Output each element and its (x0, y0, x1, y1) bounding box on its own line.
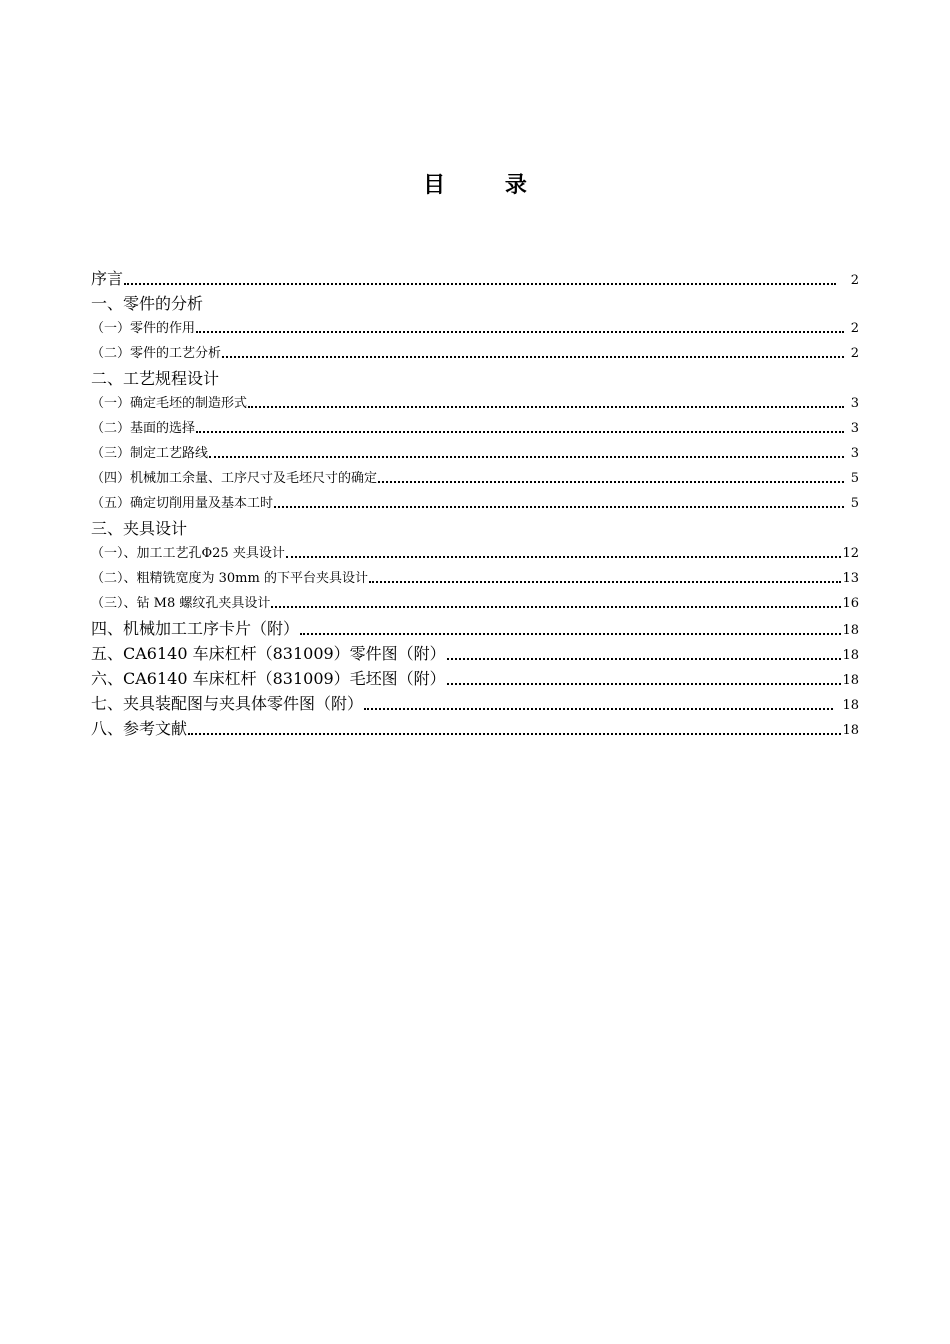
toc-entry-label: 二、工艺规程设计 (91, 369, 220, 388)
toc-dot-leader (196, 422, 844, 435)
toc-page-number: 13 (842, 571, 859, 586)
toc-entry-label: （一）零件的作用 (91, 321, 196, 336)
toc-page-number: 3 (850, 396, 859, 411)
toc-page-number: 18 (842, 673, 859, 688)
toc-page-number: 5 (850, 496, 859, 511)
toc-page-number: 3 (850, 421, 859, 436)
toc-entry-label: （二）基面的选择 (91, 421, 196, 436)
toc-entry[interactable] (91, 641, 859, 666)
toc-entry[interactable] (91, 541, 859, 566)
toc-dot-leader (196, 322, 844, 335)
toc-entry-label: （一）、加工工艺孔Φ25 夹具设计 (91, 546, 285, 561)
toc-entry-label: 四、机械加工工序卡片（附） (91, 619, 300, 638)
toc-page-number: 2 (850, 321, 859, 336)
toc-page-number: 2 (850, 273, 859, 288)
toc-title: 目 录 (423, 173, 553, 198)
toc-entry-label: （二）、粗精铣宽度为 30mm 的下平台夹具设计 (91, 571, 368, 586)
toc-entry[interactable] (91, 616, 859, 641)
table-of-contents (91, 266, 859, 741)
toc-entry[interactable] (91, 341, 859, 366)
toc-entry[interactable] (91, 366, 859, 391)
toc-entry-label: 序言 (91, 269, 124, 288)
toc-entry[interactable] (91, 441, 859, 466)
toc-entry[interactable] (91, 591, 859, 616)
toc-page-number: 2 (850, 346, 859, 361)
toc-dot-leader (124, 271, 836, 287)
toc-page-number: 16 (842, 596, 859, 611)
toc-dot-leader (364, 696, 833, 712)
toc-entry-label: 三、夹具设计 (91, 519, 188, 538)
toc-page-number: 18 (842, 698, 859, 713)
toc-entry[interactable] (91, 291, 859, 316)
toc-dot-leader (271, 597, 841, 610)
toc-entry-label: （五）确定切削用量及基本工时 (91, 496, 274, 511)
toc-dot-leader (222, 347, 844, 360)
toc-entry-label: （三）、钻 M8 螺纹孔夹具设计 (91, 596, 271, 611)
toc-dot-leader (447, 646, 842, 662)
toc-entry[interactable] (91, 516, 859, 541)
toc-page-number: 18 (842, 723, 859, 738)
toc-entry-label: 七、夹具装配图与夹具体零件图（附） (91, 694, 364, 713)
toc-entry-label: 八、参考文献 (91, 719, 188, 738)
toc-entry-label: 六、CA6140 车床杠杆（831009）毛坯图（附） (91, 669, 446, 688)
toc-entry[interactable] (91, 666, 859, 691)
toc-dot-leader (248, 397, 844, 410)
toc-dot-leader (369, 572, 841, 585)
toc-page-number: 3 (850, 446, 859, 461)
toc-entry[interactable] (91, 491, 859, 516)
toc-page-number: 5 (850, 471, 859, 486)
toc-entry-label: 一、零件的分析 (91, 294, 204, 313)
toc-entry-label: （四）机械加工余量、工序尺寸及毛坯尺寸的确定 (91, 471, 378, 486)
toc-page-number: 12 (842, 546, 859, 561)
toc-entry-label: （二）零件的工艺分析 (91, 346, 222, 361)
toc-entry[interactable] (91, 316, 859, 341)
toc-dot-leader (274, 497, 844, 510)
toc-dot-leader (209, 447, 844, 460)
toc-dot-leader (188, 721, 841, 737)
toc-dot-leader (378, 472, 844, 485)
toc-entry[interactable] (91, 416, 859, 441)
toc-dot-leader (300, 621, 841, 637)
toc-entry[interactable] (91, 466, 859, 491)
toc-entry-label: （一）确定毛坯的制造形式 (91, 396, 248, 411)
toc-dot-leader (447, 671, 842, 687)
toc-dot-leader (286, 547, 842, 560)
toc-entry[interactable] (91, 391, 859, 416)
toc-entry[interactable] (91, 716, 859, 741)
toc-entry-label: （三）制定工艺路线 (91, 446, 209, 461)
toc-entry[interactable] (91, 691, 859, 716)
toc-page-number: 18 (842, 623, 859, 638)
toc-entry-label: 五、CA6140 车床杠杆（831009）零件图（附） (91, 644, 446, 663)
toc-entry[interactable] (91, 566, 859, 591)
toc-entry[interactable] (91, 266, 859, 291)
toc-page-number: 18 (842, 648, 859, 663)
